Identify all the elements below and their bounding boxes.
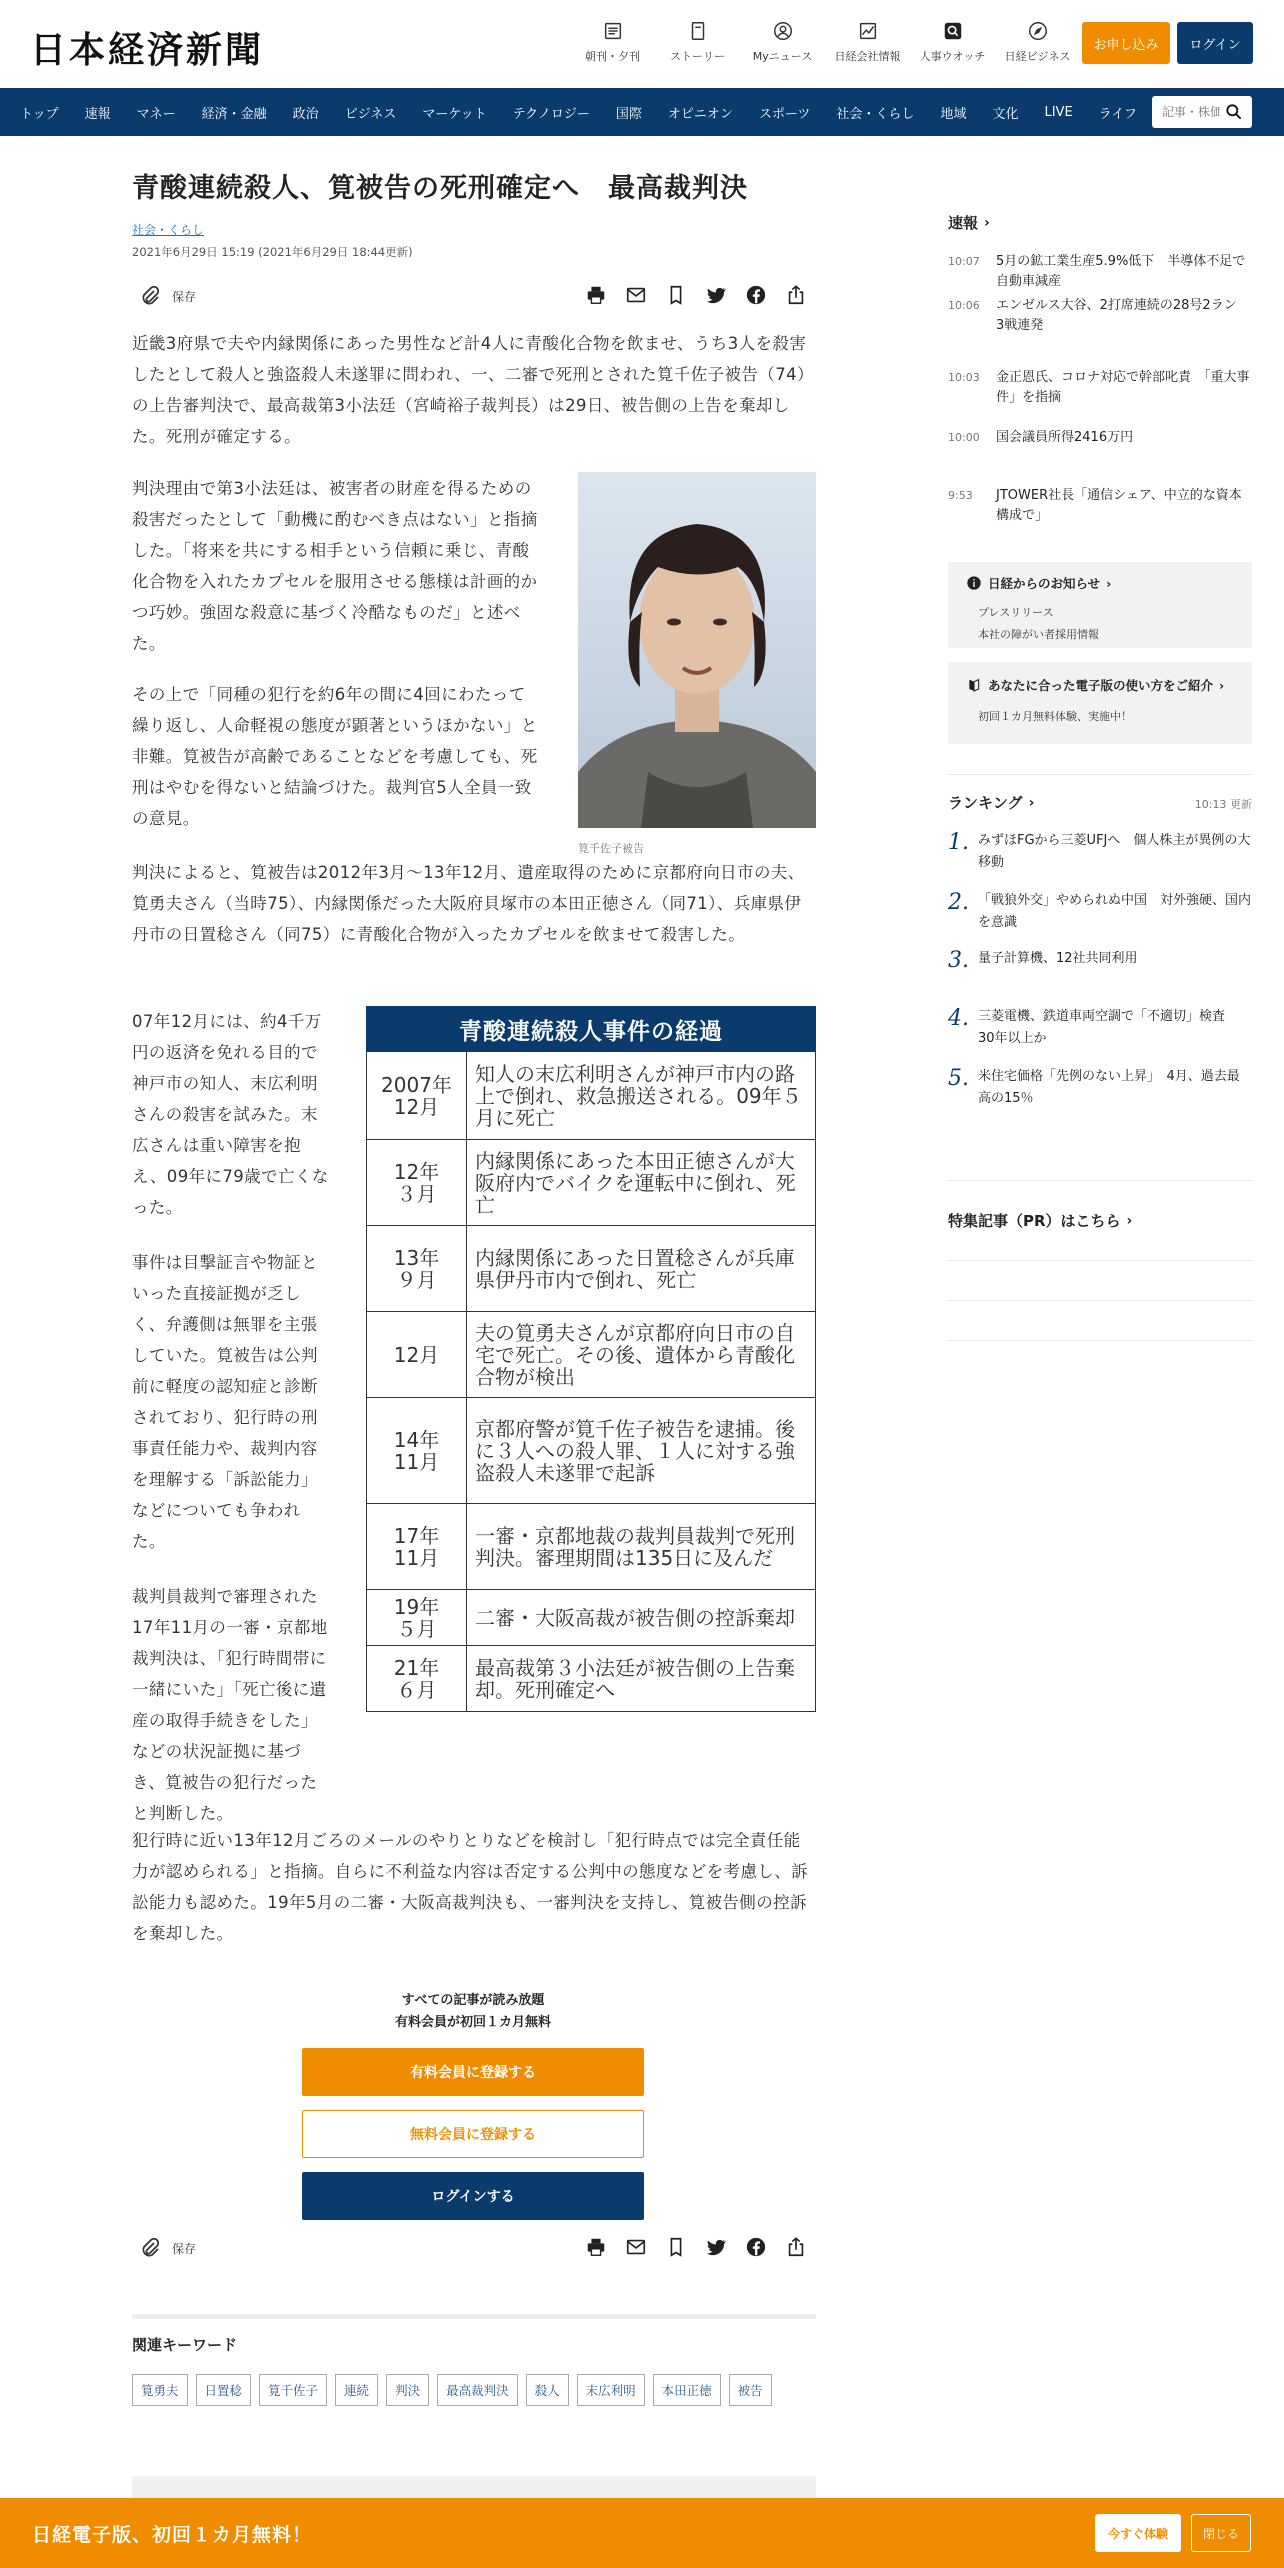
article-date: 2021年6月29日 15:19 (2021年6月29日 18:44更新) <box>132 245 413 259</box>
search-box <box>1152 96 1252 128</box>
breaking-headline: 5月の鉱工業生産5.9%低下 半導体不足で自動車減産 <box>996 254 1246 289</box>
ranking-headline: みずほFGから三菱UFJへ 個人株主が異例の大移動 <box>978 833 1251 870</box>
story-icon <box>687 20 709 42</box>
chart-icon <box>857 20 879 42</box>
nav-item[interactable]: 文化 <box>992 106 1019 122</box>
guide-heading[interactable] <box>966 676 1234 694</box>
save-label: 保存 <box>172 289 197 304</box>
article-toolbar-top <box>132 276 816 316</box>
keyword-tag[interactable]: 連続 <box>335 2374 378 2406</box>
keyword-list <box>132 2374 816 2416</box>
timeline-row <box>366 1226 816 1312</box>
twitter-icon <box>705 284 727 306</box>
section-divider <box>132 2314 816 2319</box>
ranking-number: 4. <box>948 1006 969 1031</box>
timeline-date: 19年 ５月 <box>367 1590 467 1645</box>
site-logo[interactable]: 日本経済新聞 <box>30 29 265 71</box>
keyword-tag[interactable]: 本田正徳 <box>653 2374 721 2406</box>
timeline-event: 一審・京都地裁の裁判員裁判で死刑判決。審理期間は135日に及んだ <box>475 1523 795 1570</box>
search-icon <box>942 20 964 42</box>
nav-item[interactable]: 速報 <box>84 106 111 122</box>
breaking-headline: 金正恩氏、コロナ対応で幹部叱責 「重大事件」を指摘 <box>996 370 1250 405</box>
breaking-time: 10:06 <box>948 299 980 312</box>
paywall-line1: すべての記事が読み放題 <box>401 1993 545 2008</box>
timeline-date: 2007年 12月 <box>367 1052 467 1139</box>
info-icon <box>966 575 982 591</box>
ranking-number: 5. <box>948 1066 969 1091</box>
share-icon <box>785 2236 807 2258</box>
section-nav-items <box>20 88 1163 136</box>
close-banner-button[interactable]: 閉じる <box>1191 2514 1251 2552</box>
save-label: 保存 <box>172 2241 197 2256</box>
guide-item[interactable]: 初回１カ月無料体験、実施中！ <box>978 710 1132 723</box>
timeline-date: 12月 <box>367 1312 467 1397</box>
breaking-time: 9:53 <box>948 489 973 502</box>
nav-company-info[interactable] <box>825 20 910 64</box>
article-paragraph: 判決理由で第3小法廷は、被害者の財産を得るための殺害だったとして「動機に酌むべき点はない」と指摘した。「将来を共にする相手という信頼に乗じ、青酸化合物を入れたカプセルを服用させる態様は計画的かつ巧妙。強固な殺意に基づく冷酷なものだ」と述べた。 <box>132 479 538 653</box>
timeline-event: 内縁関係にあった本田正徳さんが大阪府内でバイクを運転中に倒れ、死亡 <box>475 1148 796 1217</box>
breaking-headline: エンゼルス大谷、2打席連続の28号2ラン 3戦連発 <box>996 298 1250 333</box>
mail-button[interactable] <box>616 2236 656 2258</box>
facebook-icon <box>745 284 767 306</box>
nav-item[interactable]: マネー <box>136 106 176 122</box>
chevron-right-icon: › <box>984 214 990 231</box>
keyword-tag[interactable]: 日置稔 <box>196 2374 252 2406</box>
ranking-item[interactable] <box>948 1006 1252 1050</box>
breaking-time: 10:03 <box>948 371 980 384</box>
article-title: 青酸連続殺人、筧被告の死刑確定へ 最高裁判決 <box>132 173 748 204</box>
save-button[interactable] <box>138 2236 196 2260</box>
timeline-date: 13年 ９月 <box>367 1226 467 1311</box>
keyword-tag[interactable]: 最高裁判決 <box>437 2374 518 2406</box>
ranking-item[interactable] <box>948 948 1252 973</box>
header-nav <box>570 20 1080 64</box>
ranking-number: 1. <box>948 830 969 855</box>
mail-button[interactable] <box>616 284 656 306</box>
ranking-number: 2. <box>948 890 969 915</box>
nav-item[interactable]: 経済・金融 <box>201 106 267 122</box>
keyword-tag[interactable]: 末広利明 <box>577 2374 645 2406</box>
breaking-title: 速報 <box>948 214 979 232</box>
nav-item[interactable]: ビジネス <box>344 106 397 122</box>
memo-button[interactable] <box>656 2236 696 2258</box>
section-navbar <box>0 88 1284 136</box>
timeline-row <box>366 1140 816 1226</box>
paperclip-icon <box>138 2236 162 2260</box>
facebook-icon <box>745 2236 767 2258</box>
sidebar-divider <box>948 1260 1252 1261</box>
nav-item[interactable]: トップ <box>20 106 59 122</box>
timeline-event: 夫の筧勇夫さんが京都府向日市の自宅で死亡。その後、遺体から青酸化合物が検出 <box>475 1320 795 1389</box>
notice-item[interactable]: プレスリリース <box>978 606 1054 619</box>
banner-text: 日経電子版、初回１カ月無料！ <box>32 2524 313 2546</box>
compass-icon <box>1027 20 1049 42</box>
breaking-news-item[interactable] <box>948 368 1252 408</box>
nav-label: 朝刊・夕刊 <box>585 50 640 63</box>
share-button[interactable] <box>776 2236 816 2258</box>
nav-label: 日経会社情報 <box>834 50 901 63</box>
breaking-news-heading[interactable] <box>948 212 1252 233</box>
nav-item[interactable]: 地域 <box>940 106 967 122</box>
paywall-line2: 有料会員が初回１カ月無料 <box>394 2015 551 2030</box>
ranking-headline: 三菱電機、鉄道車両空調で「不適切」検査 30年以上か <box>978 1009 1239 1046</box>
timeline-event: 知人の末広利明さんが神戸市内の路上で倒れ、救急搬送される。09年５月に死亡 <box>475 1061 802 1130</box>
nav-item[interactable]: オピニオン <box>667 106 733 122</box>
breaking-headline: 国会議員所得2416万円 <box>996 430 1134 445</box>
nav-item[interactable]: スポーツ <box>758 106 811 122</box>
chevron-right-icon: › <box>1219 677 1225 693</box>
memo-button[interactable] <box>656 284 696 306</box>
print-icon <box>585 284 607 306</box>
user-icon <box>772 20 794 42</box>
save-button[interactable] <box>138 284 196 308</box>
sidebar-divider <box>948 1340 1252 1341</box>
ranking-item[interactable] <box>948 1066 1252 1110</box>
newspaper-icon <box>602 20 624 42</box>
defendant-photo <box>578 472 816 828</box>
ranking-item[interactable] <box>948 830 1252 874</box>
nav-item[interactable]: 社会・くらし <box>836 106 915 122</box>
sidebar-divider <box>948 1300 1252 1301</box>
nav-item[interactable]: テクノロジー <box>512 106 590 122</box>
nav-my-news[interactable] <box>740 20 825 64</box>
chevron-right-icon: › <box>1126 1212 1133 1229</box>
timeline-row <box>366 1312 816 1398</box>
ranking-title: ランキング <box>948 794 1023 812</box>
facebook-button[interactable] <box>736 284 776 306</box>
keyword-tag[interactable]: 被告 <box>729 2374 772 2406</box>
keyword-tag[interactable]: 判決 <box>386 2374 429 2406</box>
chevron-right-icon: › <box>1106 575 1112 591</box>
breaking-headline: JTOWER社長「通信シェア、中立的な資本構成で」 <box>996 488 1242 523</box>
nav-paper-edition[interactable] <box>570 20 655 64</box>
login-button[interactable]: ログイン <box>1177 22 1253 64</box>
timeline-row <box>366 1646 816 1712</box>
breaking-time: 10:07 <box>948 255 980 268</box>
twitter-button[interactable] <box>696 2236 736 2258</box>
photo-caption: 筧千佐子被告 <box>578 842 644 855</box>
timeline-date: 12年 ３月 <box>367 1140 467 1225</box>
site-header <box>0 0 1284 88</box>
timeline-date: 21年 ６月 <box>367 1646 467 1711</box>
ranking-item[interactable] <box>948 890 1252 934</box>
print-icon <box>585 2236 607 2258</box>
timeline-event: 内縁関係にあった日置稔さんが兵庫県伊丹市内で倒れ、死亡 <box>475 1245 795 1292</box>
ranking-headline: 「戦狼外交」やめられぬ中国 対外強硬、国内を意識 <box>978 893 1252 930</box>
breaking-news-item[interactable] <box>948 252 1252 292</box>
keywords-title: 関連キーワード <box>132 2336 238 2354</box>
article-paragraph: 07年12月には、約4千万円の返済を免れる目的で神戸市の知人、末広利明さんの殺害を試みた。末広さんは重い障害を抱え、09年に79歳で亡くなった。 <box>132 1012 329 1217</box>
article-paragraph: その上で「同種の犯行を約6年の間に4回にわたって繰り返し、人命軽視の態度が顕著というほかない」と非難。筧被告が高齢であることなどを考慮しても、死刑はやむを得ないと結論づけた。裁判官5人全員一致の意見。 <box>132 685 538 828</box>
breaking-news-item[interactable] <box>948 296 1252 336</box>
feature-title: 特集記事（PR）はこちら <box>948 1212 1121 1230</box>
timeline-event: 最高裁第３小法廷が被告側の上告棄却。死刑確定へ <box>475 1655 795 1702</box>
share-button[interactable] <box>776 284 816 306</box>
nav-label: Myニュース <box>752 50 813 63</box>
paywall-login-button[interactable]: ログインする <box>302 2172 644 2220</box>
timeline-row <box>366 1052 816 1140</box>
case-timeline-table <box>366 1006 816 1712</box>
nav-label: 人事ウオッチ <box>919 50 986 63</box>
article-paragraph: 近畿3府県で夫や内縁関係にあった男性など計4人に青酸化合物を飲ませ、うち3人を殺害したとして殺人と強盗殺人未遂罪に問われ、一、二審で死刑とされた筧千佐子被告（74）の上告審判決で、最高裁第3小法廷（宮崎裕子裁判長）は29日、被告側の上告を棄却した。死刑が確定する。 <box>132 334 814 446</box>
article-paragraph: 裁判員裁判で審理された17年11月の一審・京都地裁判決は、「犯行時間帯に一緒にいた」「死亡後に遺産の取得手続きをした」などの状況証拠に基づき、筧被告の犯行だったと判断した。 <box>132 1587 328 1823</box>
keyword-tag[interactable]: 筧千佐子 <box>259 2374 327 2406</box>
ranking-headline: 米住宅価格「先例のない上昇」 4月、過去最高の15％ <box>978 1069 1240 1106</box>
article-category-link[interactable]: 社会・くらし <box>132 223 205 237</box>
timeline-event: 二審・大阪高裁が被告側の控訴棄却 <box>475 1605 795 1630</box>
memo-icon <box>665 284 687 306</box>
feature-articles-heading[interactable] <box>948 1210 1252 1231</box>
facebook-button[interactable] <box>736 2236 776 2258</box>
paperclip-icon <box>138 284 162 308</box>
nav-item[interactable]: ライフ <box>1098 106 1137 122</box>
free-signup-button[interactable]: 無料会員に登録する <box>302 2110 644 2158</box>
mail-icon <box>625 2236 647 2258</box>
search-icon[interactable] <box>1224 102 1244 122</box>
sidebar-divider <box>948 1180 1252 1181</box>
timeline-row <box>366 1590 816 1646</box>
breaking-news-item[interactable] <box>948 428 1252 448</box>
nav-item[interactable]: 国際 <box>615 106 642 122</box>
footer-strip <box>132 2476 816 2498</box>
trial-banner <box>0 2498 1284 2568</box>
nav-item[interactable]: 政治 <box>292 106 319 122</box>
book-icon <box>966 677 982 693</box>
notice-heading[interactable] <box>966 574 1234 592</box>
nav-item[interactable]: マーケット <box>422 106 487 122</box>
sidebar-divider <box>948 774 1252 775</box>
paid-signup-button[interactable]: 有料会員に登録する <box>302 2048 644 2096</box>
twitter-icon <box>705 2236 727 2258</box>
search-input[interactable] <box>1162 105 1220 119</box>
timeline-row <box>366 1504 816 1590</box>
nav-story[interactable] <box>655 20 740 64</box>
ranking-headline: 量子計算機、12社共同利用 <box>978 951 1138 966</box>
article-toolbar-bottom <box>132 2228 816 2268</box>
breaking-time: 10:00 <box>948 431 980 444</box>
nav-label: ストーリー <box>670 50 725 63</box>
keyword-tag[interactable]: 殺人 <box>526 2374 569 2406</box>
try-now-button[interactable]: 今すぐ体験 <box>1095 2514 1181 2552</box>
timeline-date: 17年 11月 <box>367 1504 467 1589</box>
article-paragraph: 判決によると、筧被告は2012年3月～13年12月、遺産取得のために京都府向日市の夫、筧勇夫さん（当時75）、内縁関係だった大阪府貝塚市の本田正徳さん（同71）、兵庫県伊丹市の日置稔さん（同75）に青酸化合物が入ったカプセルを飲ませて殺害した。 <box>132 863 805 944</box>
share-icon <box>785 284 807 306</box>
nikkei-notice-box <box>948 562 1252 648</box>
guide-title: あなたに合った電子版の使い方をご紹介 <box>988 678 1214 693</box>
memo-icon <box>665 2236 687 2258</box>
nav-label: 日経ビジネス <box>1004 50 1071 63</box>
article-paragraph: 事件は目撃証言や物証といった直接証拠が乏しく、弁護側は無罪を主張していた。筧被告は公判前に軽度の認知症と診断されており、犯行時の刑事責任能力や、裁判内容を理解する「訴訟能力」などについても争われた。 <box>132 1253 318 1551</box>
notice-item[interactable]: 本社の障がい者採用情報 <box>978 628 1099 641</box>
twitter-button[interactable] <box>696 284 736 306</box>
timeline-date: 14年 11月 <box>367 1398 467 1503</box>
nav-nikkei-business[interactable] <box>995 20 1080 64</box>
paywall <box>302 1990 644 2220</box>
notice-title: 日経からのお知らせ <box>988 576 1101 591</box>
print-button[interactable] <box>576 284 616 306</box>
print-button[interactable] <box>576 2236 616 2258</box>
breaking-news-item[interactable] <box>948 486 1252 526</box>
timeline-row <box>366 1398 816 1504</box>
apply-button[interactable]: お申し込み <box>1082 22 1170 64</box>
timeline-event: 京都府警が筧千佐子被告を逮捕。後に３人への殺人罪、１人に対する強盗殺人未遂罪で起訴 <box>475 1416 795 1485</box>
ranking-number: 3. <box>948 948 969 973</box>
keyword-tag[interactable]: 筧勇夫 <box>132 2374 188 2406</box>
chevron-right-icon: › <box>1028 794 1035 811</box>
mail-icon <box>625 284 647 306</box>
nav-personnel-watch[interactable] <box>910 20 995 64</box>
nav-item[interactable]: LIVE <box>1044 104 1073 120</box>
ranking-updated-time: 10:13 更新 <box>1194 798 1252 811</box>
digital-guide-box <box>948 662 1252 744</box>
timeline-title: 青酸連続殺人事件の経過 <box>366 1006 816 1052</box>
article-paragraph: 犯行時に近い13年12月ごろのメールのやりとりなどを検討し「犯行時点では完全責任能力が認められる」と指摘。自らに不利益な内容は否定する公判中の態度などを考慮し、訴訟能力も認めた。19年5月の二審・大阪高裁判決も、一審判決を支持し、筧被告側の控訴を棄却した。 <box>132 1831 808 1943</box>
